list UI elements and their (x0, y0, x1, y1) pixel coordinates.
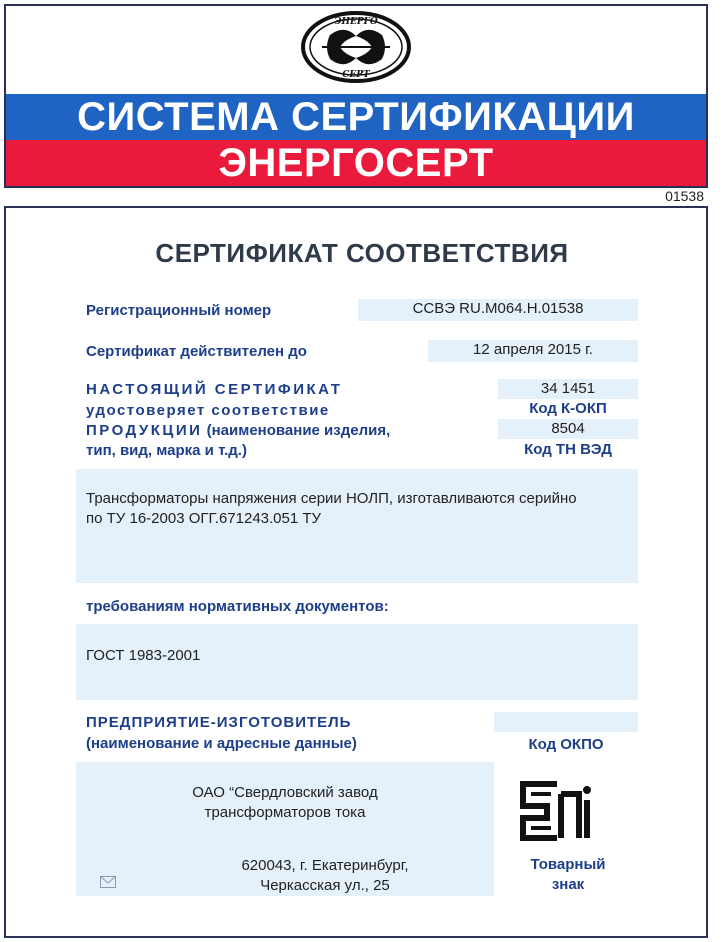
okp-label: Код К-ОКП (529, 400, 607, 417)
certificate-title: СЕРТИФИКАТ СООТВЕТСТВИЯ (155, 238, 569, 268)
registration-label: Регистрационный номер (86, 302, 272, 319)
requirements-label: требованиям нормативных документов: (86, 598, 389, 615)
registration-value: ССВЭ RU.М064.Н.01538 (358, 299, 638, 321)
serial-number: 01538 (665, 188, 704, 204)
tnved-label: Код ТН ВЭД (524, 441, 612, 458)
address-line-2: Черкасская ул., 25 (260, 877, 390, 894)
valid-until-value: 12 апреля 2015 г. (428, 340, 638, 362)
intro-line-2: удостоверяет соответствие (86, 402, 330, 419)
system-title: СИСТЕМА СЕРТИФИКАЦИИ (77, 95, 635, 139)
intro-line-4: тип, вид, марка и т.д.) (86, 442, 247, 459)
requirements-value: ГОСТ 1983-2001 (86, 647, 201, 664)
manufacturer-name-2: трансформаторов тока (204, 804, 366, 821)
valid-until-label: Сертификат действителен до (86, 343, 307, 360)
system-subtitle-band (6, 140, 706, 186)
okpo-value-box (494, 712, 638, 732)
manufacturer-label-1: ПРЕДПРИЯТИЕ-ИЗГОТОВИТЕЛЬ (86, 714, 352, 731)
tnved-code: 8504 (498, 419, 638, 439)
system-title-band (6, 94, 706, 140)
address-line-1: 620043, г. Екатеринбург, (241, 857, 409, 874)
system-subtitle: ЭНЕРГОСЕРТ (218, 141, 494, 185)
trademark-label-2: знак (551, 876, 585, 893)
svt-trademark-logo-icon (517, 780, 593, 842)
intro-line-3 (86, 422, 390, 439)
svg-text:СЕРТ: СЕРТ (342, 70, 370, 80)
product-line-1: Трансформаторы напряжения серии НОЛП, изготавливаются серийно (86, 490, 577, 507)
envelope-icon (100, 876, 116, 888)
manufacturer-label-2: (наименование и адресные данные) (86, 735, 357, 752)
trademark-label-1: Товарный (530, 856, 606, 873)
manufacturer-name-1: ОАО “Свердловский завод (192, 784, 378, 801)
intro-line-3-caps: ПРОДУКЦИИ (86, 422, 203, 439)
intro-line-1: НАСТОЯЩИЙ СЕРТИФИКАТ (86, 381, 343, 398)
intro-line-3-rest: (наименование изделия, (206, 422, 391, 439)
okp-code: 34 1451 (498, 379, 638, 399)
energosert-logo (300, 10, 412, 84)
okpo-label: Код ОКПО (528, 736, 604, 753)
product-line-2: по ТУ 16-2003 ОГГ.671243.051 ТУ (86, 510, 322, 527)
svg-text:ЭНЕРГО: ЭНЕРГО (334, 17, 378, 27)
energosert-logo-graphic (300, 10, 412, 84)
